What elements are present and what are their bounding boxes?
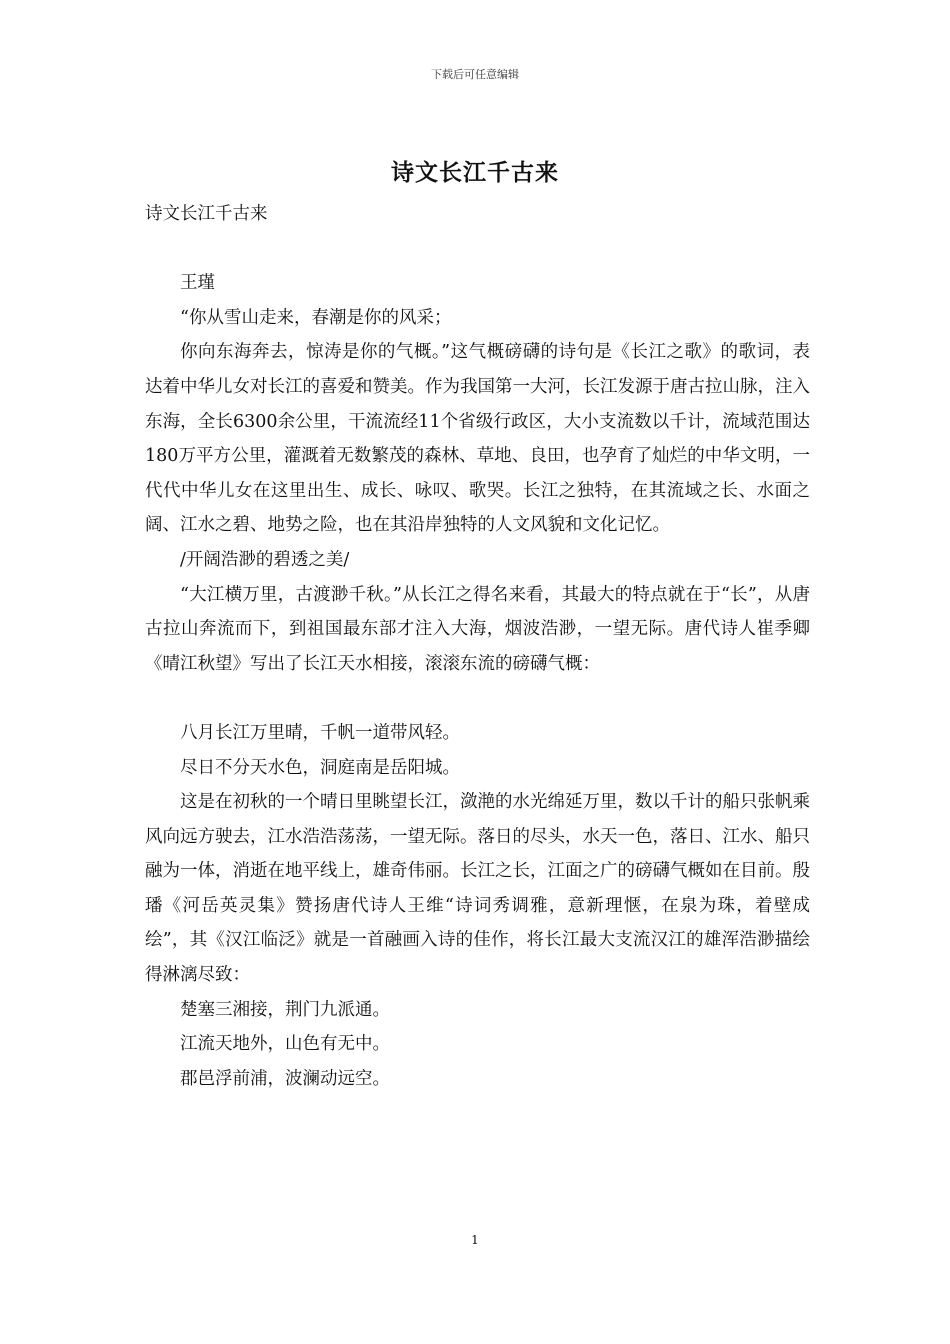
page-header-note: 下载后可任意编辑 [431, 68, 519, 81]
section-heading: /开阔浩渺的碧透之美/ [180, 549, 350, 570]
paragraph: 你向东海奔去，惊涛是你的气概。”这气概磅礴的诗句是《长江之歌》的歌词，表达着中华儿女对长江的喜爱和赞美。作为我国第一大河，长江发源于唐古拉山脉，注入东海，全长6300余公里，干流流经11个省级行政区，大小支流数以千计，流域范围达180万平方公里，灌溉着无数繁茂的森林、草地、良田，也孕育了灿烂的中华文明，一代代中华儿女在这里出生、成长、咏叹、歌哭。长江之独特，在其流域之长、水面之阔、江水之碧、地势之险，也在其沿岸独特的人文风貌和文化记忆。 [145, 342, 810, 536]
author-name: 王瑾 [180, 273, 215, 294]
poem-line: 郡邑浮前浦，波澜动远空。 [180, 1068, 390, 1089]
blank-line [145, 232, 810, 267]
document-body [145, 197, 810, 1096]
poem-line: 江流天地外，山色有无中。 [180, 1034, 390, 1055]
paragraph: 这是在初秋的一个晴日里眺望长江，潋滟的水光绵延万里，数以千计的船只张帆乘风向远方驶去，江水浩浩荡荡，一望无际。落日的尽头，水天一色，落日、江水、船只融为一体，消逝在地平线上，雄奇伟丽。长江之长，江面之广的磅礴气概如在目前。殷璠《河岳英灵集》赞扬唐代诗人王维“诗词秀调雅，意新理惬，在泉为珠，着壁成绘”，其《汉江临泛》就是一首融画入诗的佳作，将长江最大支流汉江的雄浑浩渺描绘得淋漓尽致： [145, 792, 810, 986]
page-number: 1 [471, 1233, 479, 1247]
poem-line: 楚塞三湘接，荆门九派通。 [180, 999, 390, 1020]
paragraph: “你从雪山走来，春潮是你的风采； [180, 307, 452, 328]
poem-line: 八月长江万里晴，千帆一道带风轻。 [180, 722, 460, 743]
poem-line: 尽日不分天水色，洞庭南是岳阳城。 [180, 757, 460, 778]
document-title: 诗文长江千古来 [391, 159, 559, 186]
document-subtitle: 诗文长江千古来 [145, 204, 268, 224]
blank-line [145, 681, 810, 716]
paragraph: “大江横万里，古渡渺千秋。”从长江之得名来看，其最大的特点就在于“长”，从唐古拉山奔流而下，到祖国最东部才注入大海，烟波浩渺，一望无际。唐代诗人崔季卿《晴江秋望》写出了长江天水相接，滚滚东流的磅礴气概： [145, 584, 810, 674]
